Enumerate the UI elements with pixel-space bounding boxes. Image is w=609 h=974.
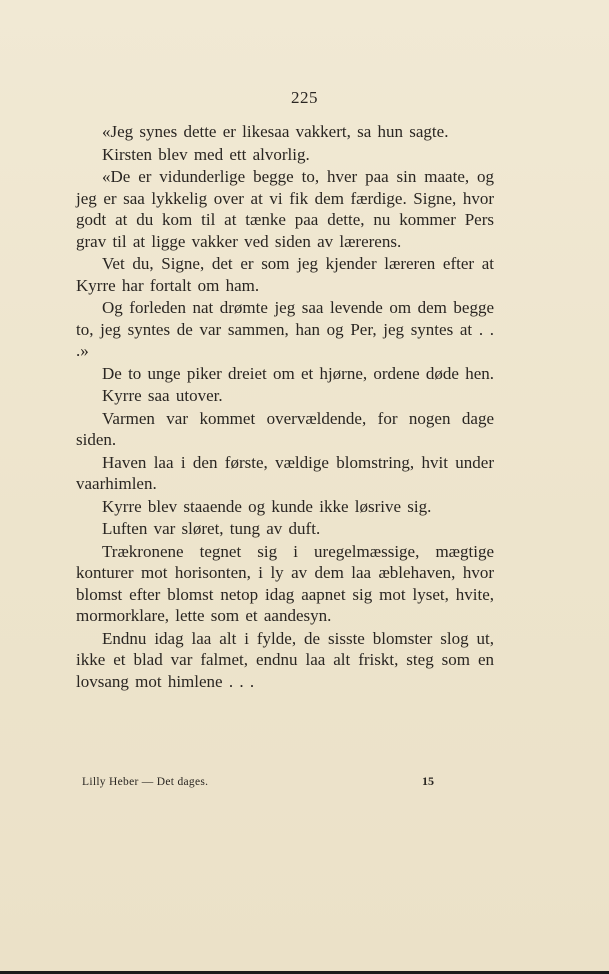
page-footer <box>82 774 434 789</box>
page-number: 225 <box>291 88 318 107</box>
footer-signature: Lilly Heber — Det dages. <box>82 776 209 788</box>
paragraph: Kirsten blev med ett alvorlig. <box>102 144 310 164</box>
body-text <box>76 121 494 692</box>
paragraph: Haven laa i den første, vældige blomstring, hvit under vaarhimlen. <box>76 452 494 493</box>
paragraph: «De er vidunderlige begge to, hver paa sin maate, og jeg er saa lykkelig over at vi fik dem færdige. Signe, hvor godt at du kom til at tænke paa dette, nu kommer Pers grav til at ligge vakker ved siden av lærerens. <box>76 167 494 251</box>
paragraph: Endnu idag laa alt i fylde, de sisste blomster slog ut, ikke et blad var falmet, endnu laa alt friskt, steg som en lovsang mot himlene . . . <box>76 628 494 691</box>
paragraph: Vet du, Signe, det er som jeg kjender læreren efter at Kyrre har fortalt om ham. <box>76 254 494 295</box>
paragraph: Kyrre blev staaende og kunde ikke løsrive sig. <box>102 496 432 516</box>
paragraph: Trækronene tegnet sig i uregelmæssige, mægtige konturer mot horisonten, i ly av dem laa æblehaven, hvor blomst efter blomst netop idag aapnet sig mot lyset, hvite, mormorklare, lette som et aandesyn. <box>76 541 494 625</box>
paragraph: «Jeg synes dette er likesaa vakkert, sa hun sagte. <box>102 122 449 141</box>
paragraph: De to unge piker dreiet om et hjørne, ordene døde hen. <box>102 363 494 383</box>
paragraph: Varmen var kommet overvældende, for nogen dage siden. <box>76 408 494 449</box>
sheet-number: 15 <box>422 774 434 788</box>
paragraph: Luften var sløret, tung av duft. <box>102 519 321 538</box>
paragraph: Og forleden nat drømte jeg saa levende om dem begge to, jeg syntes de var sammen, han og Per, jeg syntes at . . .» <box>76 298 494 360</box>
paragraph: Kyrre saa utover. <box>102 386 223 405</box>
